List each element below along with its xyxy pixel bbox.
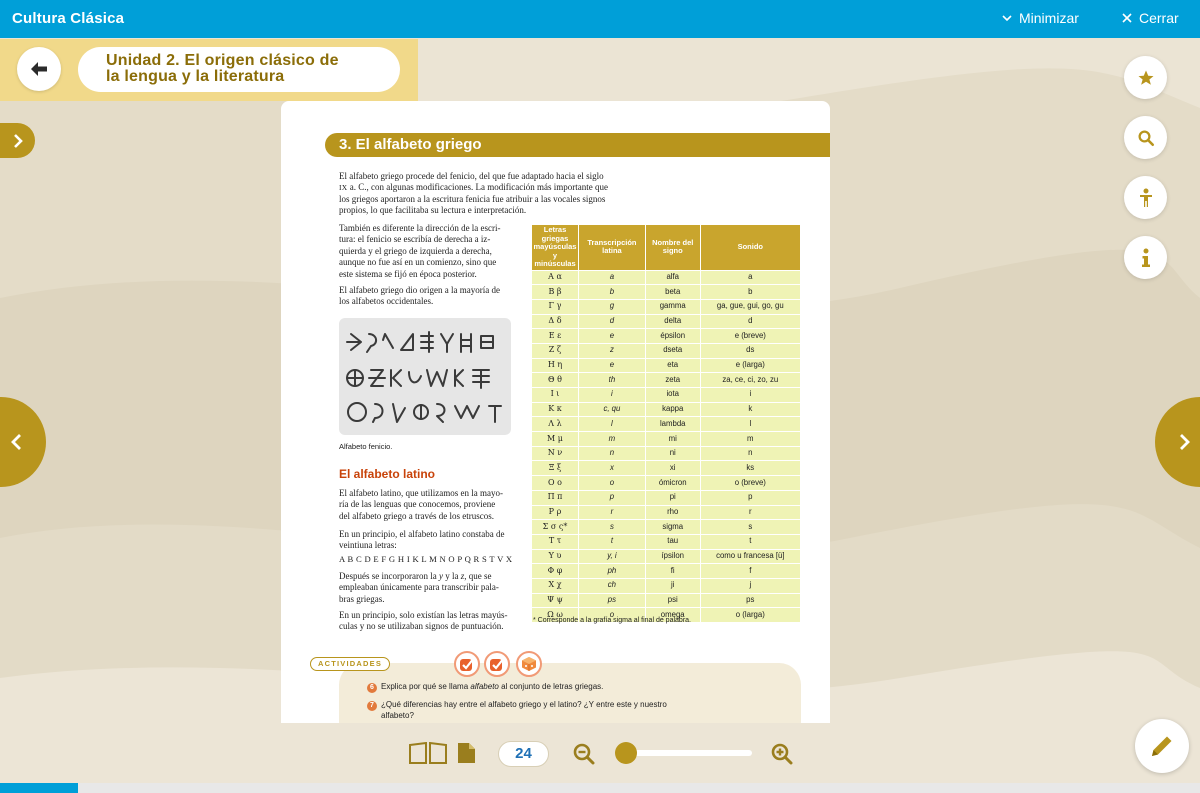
sound-cell: ks <box>700 461 800 476</box>
page-number-field[interactable]: 24 <box>498 741 549 767</box>
arrow-left-icon <box>30 61 48 77</box>
table-header-row <box>532 225 801 271</box>
sound-cell: ga, gue, gui, go, gu <box>700 299 800 314</box>
chevron-down-icon <box>1001 12 1013 24</box>
minimize-button[interactable] <box>1001 10 1079 26</box>
letter-y: y <box>438 571 443 581</box>
header-sound: Sonido <box>700 225 800 271</box>
text-line: del alfabeto griego a través de los etruscos. <box>339 510 494 521</box>
sign-name-cell: iota <box>645 388 700 403</box>
table-row <box>532 520 801 535</box>
sign-name-cell: ni <box>645 446 700 461</box>
table-row <box>532 432 801 447</box>
transcription-cell: y, i <box>578 549 645 564</box>
text-line: tura: el fenicio se escribía de derecha a iz- <box>339 234 491 245</box>
greek-alphabet-table <box>531 224 801 623</box>
table-row <box>532 388 801 403</box>
sign-name-cell: sigma <box>645 520 700 535</box>
zoom-slider-track[interactable] <box>618 750 752 756</box>
minimize-label: Minimizar <box>1019 10 1079 26</box>
greek-letter-cell: Λ λ <box>532 417 579 432</box>
transcription-cell: x <box>578 461 645 476</box>
sign-name-cell: dseta <box>645 343 700 358</box>
table-row <box>532 476 801 491</box>
text-line <box>339 571 499 582</box>
century-numeral: IX <box>339 183 348 193</box>
sign-name-cell: zeta <box>645 373 700 388</box>
activity-6 <box>367 682 603 693</box>
transcription-cell: t <box>578 534 645 549</box>
text-line: El alfabeto griego dio origen a la mayoría de <box>339 285 500 295</box>
bookmarks-button[interactable] <box>1124 56 1167 99</box>
sound-cell: n <box>700 446 800 461</box>
search-icon <box>1137 129 1155 147</box>
activity-check-icon[interactable] <box>454 651 480 677</box>
image-caption: Alfabeto fenicio. <box>339 442 393 451</box>
sound-cell: b <box>700 285 800 300</box>
table-body <box>532 270 801 623</box>
reading-progress-bar <box>0 783 1200 793</box>
sign-name-cell: beta <box>645 285 700 300</box>
transcription-cell: z <box>578 343 645 358</box>
double-page-icon <box>408 742 448 764</box>
pencil-icon <box>1149 733 1175 759</box>
sound-cell: s <box>700 520 800 535</box>
sign-name-cell: ípsilon <box>645 549 700 564</box>
activities-label: ACTIVIDADES <box>310 657 390 671</box>
sign-name-cell: xi <box>645 461 700 476</box>
section-header <box>325 133 830 157</box>
phoenician-alphabet-image <box>339 318 511 435</box>
table-footnote: * Corresponde a la grafía sigma al final de palabra. <box>533 617 691 624</box>
greek-letter-cell: Γ γ <box>532 299 579 314</box>
sound-cell: o (breve) <box>700 476 800 491</box>
sound-cell: p <box>700 490 800 505</box>
table-row <box>532 402 801 417</box>
chevron-right-icon <box>1177 433 1193 451</box>
text-span: , que se <box>464 571 492 581</box>
zoom-in-button[interactable] <box>771 743 793 770</box>
transcription-cell: n <box>578 446 645 461</box>
greek-letter-cell: Ι ι <box>532 388 579 403</box>
sound-cell: f <box>700 564 800 579</box>
transcription-cell: o <box>578 608 645 623</box>
sign-name-cell: alfa <box>645 270 700 285</box>
app-title: Cultura Clásica <box>12 10 125 27</box>
back-button[interactable] <box>17 47 61 91</box>
zoom-slider-thumb[interactable] <box>615 742 637 764</box>
sound-cell: como u francesa [ü] <box>700 549 800 564</box>
sound-cell: a <box>700 270 800 285</box>
single-page-icon <box>456 742 476 764</box>
sign-name-cell: psi <box>645 593 700 608</box>
greek-letter-cell: Δ δ <box>532 314 579 329</box>
activity-7 <box>367 700 667 722</box>
greek-letter-cell: Ν ν <box>532 446 579 461</box>
table-row <box>532 578 801 593</box>
transcription-cell: s <box>578 520 645 535</box>
text-line: ría de las lenguas que conocemos, proviene <box>339 499 496 510</box>
activity-number: 7 <box>367 701 377 711</box>
greek-letter-cell: Α α <box>532 270 579 285</box>
greek-letter-cell: Θ θ <box>532 373 579 388</box>
latin-paragraph-2 <box>339 529 504 552</box>
intro-line-text: a. C., con algunas modificaciones. La modificación más importante que <box>349 182 608 193</box>
accessibility-button[interactable] <box>1124 176 1167 219</box>
cube-icon <box>521 656 537 672</box>
text-line: quierda y el griego de izquierda a derecha, <box>339 245 492 256</box>
transcription-cell: b <box>578 285 645 300</box>
sign-name-cell: eta <box>645 358 700 373</box>
transcription-cell: e <box>578 329 645 344</box>
info-button[interactable] <box>1124 236 1167 279</box>
activity-text: al conjunto de letras griegas. <box>498 682 604 691</box>
greek-letter-cell: Σ σ ς* <box>532 520 579 535</box>
header-greek-letters: Letras griegas mayúsculas y minúsculas <box>532 225 579 271</box>
book-page <box>281 101 830 723</box>
sign-name-cell: gamma <box>645 299 700 314</box>
activity-line: alfabeto? <box>381 711 414 720</box>
double-page-view-button[interactable] <box>408 742 448 769</box>
table-row <box>532 490 801 505</box>
phoenician-glyphs <box>339 318 511 435</box>
activity-number: 6 <box>367 683 377 693</box>
text-line: veintiuna letras: <box>339 540 397 551</box>
sound-cell: j <box>700 578 800 593</box>
intro-line: El alfabeto griego procede del fenicio, del que fue adaptado hacia el siglo <box>339 171 604 181</box>
sign-name-cell: delta <box>645 314 700 329</box>
greek-letter-cell: Β β <box>532 285 579 300</box>
text-line: El alfabeto latino, que utilizamos en la mayo- <box>339 488 503 498</box>
sign-name-cell: pi <box>645 490 700 505</box>
intro-line: propios, lo que facilitaba su lectura e interpretación. <box>339 205 527 216</box>
table-row <box>532 593 801 608</box>
sound-cell: l <box>700 417 800 432</box>
sign-name-cell: omega <box>645 608 700 623</box>
transcription-cell: e <box>578 358 645 373</box>
sign-name-cell: fi <box>645 564 700 579</box>
transcription-cell: d <box>578 314 645 329</box>
checkbox-icon <box>489 656 505 672</box>
zoom-out-icon <box>573 743 595 765</box>
sound-cell: e (breve) <box>700 329 800 344</box>
chevron-left-icon <box>8 433 24 451</box>
letter-z: z <box>460 571 465 581</box>
activity-cube-icon[interactable] <box>516 651 542 677</box>
sound-cell: ps <box>700 593 800 608</box>
table-row <box>532 373 801 388</box>
greek-letter-cell: Ρ ρ <box>532 505 579 520</box>
intro-line <box>339 182 608 193</box>
sign-name-cell: lambda <box>645 417 700 432</box>
transcription-cell: g <box>578 299 645 314</box>
unit-title-line1: Unidad 2. El origen clásico de <box>106 52 339 69</box>
greek-letter-cell: Κ κ <box>532 402 579 417</box>
table-row <box>532 285 801 300</box>
transcription-cell: p <box>578 490 645 505</box>
search-button[interactable] <box>1124 116 1167 159</box>
table-row <box>532 314 801 329</box>
origin-paragraph <box>339 285 500 308</box>
intro-line: los griegos aportaron a la escritura fenicia fue atribuir a las vocales signos <box>339 193 606 204</box>
text-line: En un principio, solo existían las letras mayús- <box>339 610 508 620</box>
section-title: 3. El alfabeto griego <box>339 136 482 153</box>
sound-cell: r <box>700 505 800 520</box>
latin-paragraph-3 <box>339 571 499 605</box>
greek-letter-cell: Υ υ <box>532 549 579 564</box>
text-span: y la <box>442 571 461 581</box>
table-row <box>532 329 801 344</box>
table-row <box>532 270 801 285</box>
star-icon <box>1137 69 1155 87</box>
table-row <box>532 505 801 520</box>
latin-paragraph-4 <box>339 610 507 633</box>
text-line: bras griegas. <box>339 593 385 604</box>
transcription-cell: r <box>578 505 645 520</box>
activity-line <box>367 700 667 711</box>
table-row <box>532 299 801 314</box>
activity-text-emphasis: alfabeto <box>470 682 499 691</box>
text-line: En un principio, el alfabeto latino constaba de <box>339 529 505 539</box>
transcription-cell: l <box>578 417 645 432</box>
transcription-cell: ch <box>578 578 645 593</box>
activity-check-icon[interactable] <box>484 651 510 677</box>
transcription-cell: ps <box>578 593 645 608</box>
intro-paragraph <box>339 171 608 217</box>
direction-paragraph <box>339 223 501 280</box>
transcription-cell: m <box>578 432 645 447</box>
text-span: Después se incorporaron la <box>339 571 439 581</box>
sign-name-cell: tau <box>645 534 700 549</box>
sound-cell: o (larga) <box>700 608 800 623</box>
transcription-cell: o <box>578 476 645 491</box>
transcription-cell: a <box>578 270 645 285</box>
greek-letter-cell: Ψ ψ <box>532 593 579 608</box>
greek-letter-cell: Μ μ <box>532 432 579 447</box>
table-row <box>532 461 801 476</box>
latin-paragraph-1 <box>339 488 503 522</box>
greek-letter-cell: Χ χ <box>532 578 579 593</box>
sign-name-cell: mi <box>645 432 700 447</box>
table-row <box>532 564 801 579</box>
latin-letters: A B C D E F G H I K L M N O P Q R S T V X <box>339 554 513 564</box>
sound-cell: i <box>700 388 800 403</box>
activity-text: ¿Qué diferencias hay entre el alfabeto griego y el latino? ¿Y entre este y nuestro <box>381 700 667 709</box>
sound-cell: e (larga) <box>700 358 800 373</box>
close-button[interactable] <box>1121 10 1179 26</box>
unit-title-line2: la lengua y la literatura <box>106 68 285 85</box>
text-line: este sistema se fijó en época posterior. <box>339 268 477 279</box>
close-icon <box>1121 12 1133 24</box>
table-row <box>532 358 801 373</box>
single-page-view-button[interactable] <box>456 742 476 769</box>
table-row <box>532 417 801 432</box>
header-transcription: Transcripción latina <box>578 225 645 271</box>
checkbox-icon <box>459 656 475 672</box>
sound-cell: za, ce, ci, zo, zu <box>700 373 800 388</box>
sign-name-cell: épsilon <box>645 329 700 344</box>
sound-cell: k <box>700 402 800 417</box>
reading-progress-fill <box>0 783 78 793</box>
text-line: aunque no fue así en un comienzo, sino que <box>339 257 497 268</box>
table-row <box>532 446 801 461</box>
greek-letter-cell: Ο ο <box>532 476 579 491</box>
zoom-out-button[interactable] <box>573 743 595 770</box>
transcription-cell: c, qu <box>578 402 645 417</box>
sign-name-cell: kappa <box>645 402 700 417</box>
text-line: los alfabetos occidentales. <box>339 296 434 307</box>
greek-letter-cell: Φ φ <box>532 564 579 579</box>
close-label: Cerrar <box>1139 10 1179 26</box>
greek-letter-cell: Π π <box>532 490 579 505</box>
activity-text: Explica por qué se llama <box>381 682 471 691</box>
unit-title-pill <box>78 47 400 92</box>
sound-cell: t <box>700 534 800 549</box>
sign-name-cell: rho <box>645 505 700 520</box>
table-row <box>532 534 801 549</box>
annotate-button[interactable] <box>1135 719 1189 773</box>
text-line: También es diferente la dirección de la escri- <box>339 223 501 233</box>
chevron-right-icon <box>11 133 25 149</box>
sound-cell: ds <box>700 343 800 358</box>
greek-letter-cell: Ω ω <box>532 608 579 623</box>
greek-letter-cell: Η η <box>532 358 579 373</box>
sign-name-cell: ómicron <box>645 476 700 491</box>
transcription-cell: i <box>578 388 645 403</box>
text-line: culas y no se utilizaban signos de puntuación. <box>339 621 504 632</box>
table-row <box>532 343 801 358</box>
greek-letter-cell: Ε ε <box>532 329 579 344</box>
greek-letter-cell: Τ τ <box>532 534 579 549</box>
transcription-cell: ph <box>578 564 645 579</box>
sign-name-cell: ji <box>645 578 700 593</box>
table-row <box>532 549 801 564</box>
greek-letter-cell: Ζ ζ <box>532 343 579 358</box>
greek-letter-cell: Ξ ξ <box>532 461 579 476</box>
sound-cell: d <box>700 314 800 329</box>
top-bar <box>0 0 1200 38</box>
header-sign-name: Nombre del signo <box>645 225 700 271</box>
transcription-cell: th <box>578 373 645 388</box>
zoom-in-icon <box>771 743 793 765</box>
text-line: empleaban únicamente para transcribir pala- <box>339 582 499 593</box>
sound-cell: m <box>700 432 800 447</box>
latin-alphabet-title: El alfabeto latino <box>339 467 436 481</box>
open-index-button[interactable] <box>0 123 35 158</box>
info-icon <box>1141 248 1151 268</box>
accessibility-icon <box>1138 188 1154 208</box>
